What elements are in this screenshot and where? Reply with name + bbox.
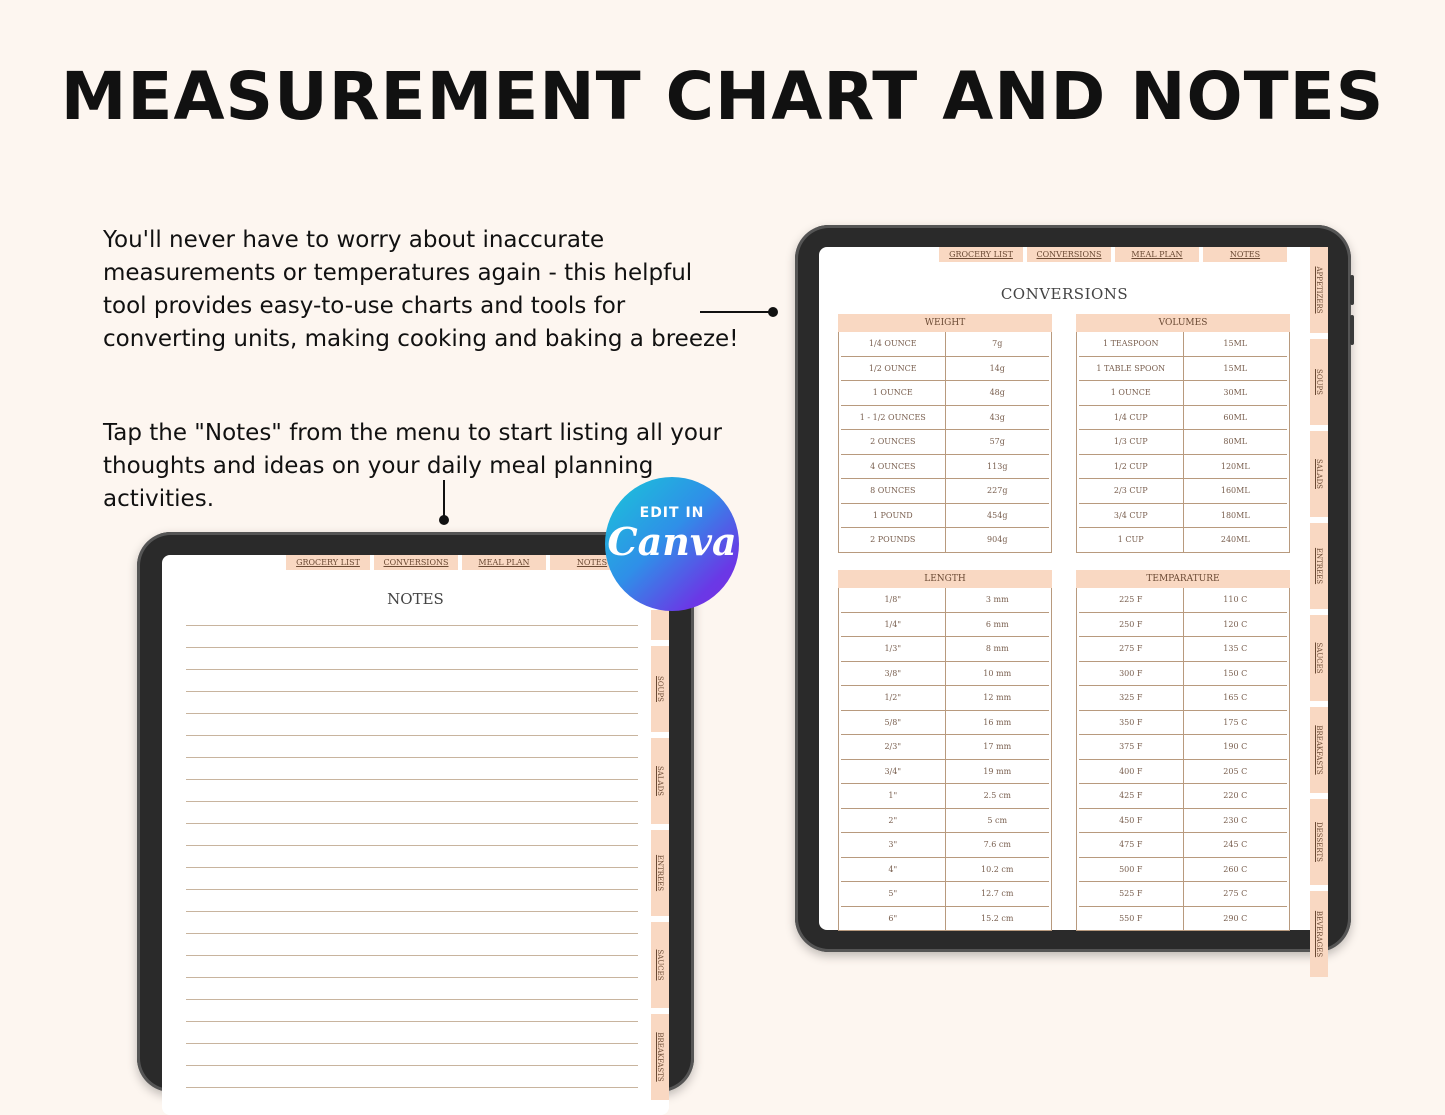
table-row: [1079, 809, 1287, 834]
table-row: [841, 882, 1049, 907]
table-cell: 48g: [945, 381, 1050, 405]
side-tab-sauces[interactable]: SAUCES: [651, 922, 669, 1008]
table-cell: 150 C: [1183, 662, 1288, 686]
table-cell: 190 C: [1183, 735, 1288, 759]
side-tab-soups[interactable]: SOUPS: [651, 646, 669, 732]
table-row: [841, 735, 1049, 760]
table-cell: 1/3": [884, 644, 902, 653]
nav-tab-grocery-list[interactable]: GROCERY LIST: [286, 555, 370, 570]
table-cell: 1/2": [884, 693, 902, 702]
note-line: [186, 625, 638, 626]
callout-line-down: [443, 480, 445, 518]
table-cell: 375 F: [1119, 742, 1143, 751]
table-cell: 1/8": [884, 595, 902, 604]
tablet-screen: [162, 555, 669, 1115]
table-cell: 19 mm: [945, 760, 1050, 784]
table-row: [841, 637, 1049, 662]
temperature-table: [1076, 570, 1290, 931]
note-line: [186, 867, 638, 868]
table-row: [1079, 381, 1287, 406]
table-row: [1079, 662, 1287, 687]
nav-tab-notes[interactable]: NOTES: [1203, 247, 1287, 262]
table-cell: 1 - 1/2 OUNCES: [859, 412, 926, 422]
table-row: [841, 613, 1049, 638]
nav-tab-meal-plan[interactable]: MEAL PLAN: [462, 555, 546, 570]
table-cell: 2/3": [884, 742, 902, 751]
table-row: [841, 479, 1049, 504]
table-row: [1079, 430, 1287, 455]
table-row: [841, 588, 1049, 613]
table-row: [841, 833, 1049, 858]
table-cell: 120ML: [1183, 455, 1288, 479]
side-tab-appetizers[interactable]: [651, 610, 669, 640]
table-cell: 1/4 CUP: [1113, 412, 1148, 422]
table-cell: 2 POUNDS: [870, 535, 916, 544]
table-cell: 30ML: [1183, 381, 1288, 405]
table-cell: 15.2 cm: [945, 907, 1050, 931]
table-row: [1079, 332, 1287, 357]
side-tab-desserts[interactable]: DESSERTS: [1310, 799, 1328, 885]
notes-lines[interactable]: [186, 625, 638, 1109]
table-row: [1079, 637, 1287, 662]
table-row: [1079, 588, 1287, 613]
table-row: [841, 528, 1049, 552]
table-row: [1079, 357, 1287, 382]
table-row: [841, 662, 1049, 687]
note-line: [186, 1087, 638, 1088]
table-cell: 1 TABLE SPOON: [1096, 363, 1166, 373]
table-cell: 160ML: [1183, 479, 1288, 503]
side-tab-entrees[interactable]: ENTREES: [1310, 523, 1328, 609]
table-cell: 275 C: [1183, 882, 1288, 906]
table-row: [841, 381, 1049, 406]
table-cell: 60ML: [1183, 406, 1288, 430]
table-cell: 4 OUNCES: [870, 461, 916, 471]
table-cell: 43g: [945, 406, 1050, 430]
table-header: LENGTH: [838, 570, 1052, 588]
top-nav: [286, 555, 634, 570]
note-line: [186, 977, 638, 978]
table-cell: 110 C: [1183, 588, 1288, 612]
note-line: [186, 889, 638, 890]
table-cell: 175 C: [1183, 711, 1288, 735]
page-title: MEASUREMENT CHART AND NOTES: [60, 58, 1385, 135]
nav-tab-meal-plan[interactable]: MEAL PLAN: [1115, 247, 1199, 262]
note-line: [186, 933, 638, 934]
table-cell: 290 C: [1183, 907, 1288, 931]
table-cell: 113g: [945, 455, 1050, 479]
table-row: [841, 760, 1049, 785]
table-cell: 240ML: [1183, 528, 1288, 552]
top-nav: [939, 247, 1287, 262]
table-cell: 904g: [945, 528, 1050, 552]
table-cell: 10 mm: [945, 662, 1050, 686]
table-cell: 7.6 cm: [945, 833, 1050, 857]
table-row: [841, 357, 1049, 382]
table-cell: 225 F: [1119, 595, 1143, 604]
table-cell: 180ML: [1183, 504, 1288, 528]
table-cell: 1/4 OUNCE: [868, 339, 917, 348]
note-line: [186, 911, 638, 912]
table-cell: 80ML: [1183, 430, 1288, 454]
nav-tab-conversions[interactable]: CONVERSIONS: [1027, 247, 1111, 262]
note-line: [186, 691, 638, 692]
table-cell: 3": [888, 840, 898, 849]
table-cell: 227g: [945, 479, 1050, 503]
table-cell: 135 C: [1183, 637, 1288, 661]
table-cell: 3/4": [884, 766, 902, 776]
badge-line-1: EDIT IN: [639, 505, 705, 521]
table-row: [1079, 882, 1287, 907]
table-cell: 1 CUP: [1117, 535, 1144, 544]
tablet-screen: [819, 247, 1328, 958]
callout-dot-down: [439, 515, 449, 525]
tablet-side-button: [1350, 275, 1354, 305]
table-cell: 1/4": [884, 619, 902, 629]
side-tab-sauces[interactable]: SAUCES: [1310, 615, 1328, 701]
table-cell: 400 F: [1119, 766, 1143, 776]
table-cell: 1/2 CUP: [1113, 461, 1148, 471]
table-cell: 1/2 OUNCE: [868, 363, 917, 373]
note-line: [186, 735, 638, 736]
table-cell: 325 F: [1119, 693, 1143, 702]
table-row: [1079, 760, 1287, 785]
table-row: [1079, 858, 1287, 883]
table-cell: 275 F: [1119, 644, 1143, 653]
table-cell: 1 TEASPOON: [1102, 339, 1159, 348]
edit-in-canva-badge[interactable]: [605, 477, 739, 611]
table-row: [841, 686, 1049, 711]
table-row: [841, 784, 1049, 809]
table-cell: 10.2 cm: [945, 858, 1050, 882]
table-row: [1079, 455, 1287, 480]
table-cell: 450 F: [1119, 815, 1143, 825]
table-cell: 3/8": [884, 668, 902, 678]
note-line: [186, 1065, 638, 1066]
note-line: [186, 1043, 638, 1044]
tablet-conversions: [795, 225, 1351, 958]
table-cell: 57g: [945, 430, 1050, 454]
note-line: [186, 845, 638, 846]
table-cell: 165 C: [1183, 686, 1288, 710]
table-cell: 16 mm: [945, 711, 1050, 735]
table-cell: 3 mm: [945, 588, 1050, 612]
note-line: [186, 757, 638, 758]
side-tab-entrees[interactable]: ENTREES: [651, 830, 669, 916]
table-cell: 205 C: [1183, 760, 1288, 784]
table-row: [1079, 735, 1287, 760]
table-cell: 454g: [945, 504, 1050, 528]
tablet-side-button: [1350, 315, 1354, 345]
table-cell: 425 F: [1119, 791, 1143, 800]
weight-table: [838, 314, 1052, 553]
table-row: [1079, 686, 1287, 711]
table-cell: 4": [888, 864, 898, 874]
table-header: WEIGHT: [838, 314, 1052, 332]
table-cell: 260 C: [1183, 858, 1288, 882]
side-tabs: [651, 610, 669, 1100]
table-cell: 1 OUNCE: [1110, 388, 1151, 397]
table-cell: 5 cm: [945, 809, 1050, 833]
table-row: [1079, 711, 1287, 736]
table-cell: 8 mm: [945, 637, 1050, 661]
table-header: VOLUMES: [1076, 314, 1290, 332]
note-line: [186, 955, 638, 956]
table-cell: 300 F: [1119, 668, 1143, 678]
table-cell: 2.5 cm: [945, 784, 1050, 808]
table-row: [1079, 528, 1287, 552]
table-cell: 12 mm: [945, 686, 1050, 710]
table-row: [841, 858, 1049, 883]
table-cell: 500 F: [1119, 864, 1143, 874]
note-line: [186, 669, 638, 670]
table-header: TEMPARATURE: [1076, 570, 1290, 588]
table-row: [1079, 613, 1287, 638]
table-cell: 350 F: [1119, 717, 1143, 727]
table-cell: 120 C: [1183, 613, 1288, 637]
volumes-table: [1076, 314, 1290, 553]
note-line: [186, 999, 638, 1000]
table-row: [841, 907, 1049, 931]
table-cell: 6 mm: [945, 613, 1050, 637]
table-row: [841, 711, 1049, 736]
table-row: [841, 332, 1049, 357]
table-cell: 230 C: [1183, 809, 1288, 833]
table-row: [841, 430, 1049, 455]
table-cell: 6": [888, 913, 898, 923]
callout-line-right: [700, 311, 772, 313]
table-row: [841, 809, 1049, 834]
side-tab-appetizers[interactable]: APPETIZERS: [1310, 247, 1328, 333]
table-cell: 5": [888, 889, 898, 898]
table-cell: 7g: [945, 332, 1050, 356]
table-cell: 550 F: [1119, 913, 1143, 923]
table-cell: 8 OUNCES: [870, 486, 916, 495]
table-cell: 5/8": [884, 717, 902, 727]
nav-tab-conversions[interactable]: CONVERSIONS: [374, 555, 458, 570]
conversions-title: CONVERSIONS: [1000, 285, 1129, 303]
callout-dot-right: [768, 307, 778, 317]
note-line: [186, 647, 638, 648]
table-cell: 250 F: [1119, 619, 1143, 629]
side-tab-breakfasts[interactable]: BREAKFASTS: [651, 1014, 669, 1100]
table-cell: 1 OUNCE: [872, 388, 913, 397]
note-line: [186, 801, 638, 802]
table-cell: 1 POUND: [872, 510, 913, 520]
table-cell: 17 mm: [945, 735, 1050, 759]
side-tab-soups[interactable]: SOUPS: [1310, 339, 1328, 425]
note-line: [186, 713, 638, 714]
table-cell: 245 C: [1183, 833, 1288, 857]
table-cell: 475 F: [1119, 840, 1143, 849]
side-tab-salads[interactable]: SALADS: [1310, 431, 1328, 517]
intro-paragraph: You'll never have to worry about inaccurate measurements or temperatures again - this helpful tool provides easy-to-use charts and tools for converting units, making cooking and baking a breeze!: [103, 227, 739, 352]
notes-paragraph: Tap the "Notes" from the menu to start listing all your thoughts and ideas on your daily meal planning activities.: [103, 420, 722, 512]
side-tab-salads[interactable]: SALADS: [651, 738, 669, 824]
table-row: [1079, 406, 1287, 431]
side-tab-beverages[interactable]: BEVERAGES: [1310, 891, 1328, 977]
table-cell: 3/4 CUP: [1113, 510, 1148, 520]
table-row: [841, 455, 1049, 480]
length-table: [838, 570, 1052, 931]
table-row: [1079, 479, 1287, 504]
side-tab-breakfasts[interactable]: BREAKFASTS: [1310, 707, 1328, 793]
table-row: [841, 504, 1049, 529]
table-cell: 15ML: [1183, 357, 1288, 381]
table-cell: 525 F: [1119, 889, 1143, 898]
nav-tab-grocery-list[interactable]: GROCERY LIST: [939, 247, 1023, 262]
notes-title: NOTES: [387, 590, 444, 608]
table-cell: 1/3 CUP: [1113, 437, 1148, 446]
table-cell: 220 C: [1183, 784, 1288, 808]
note-line: [186, 823, 638, 824]
table-cell: 1": [888, 791, 898, 800]
table-row: [1079, 784, 1287, 809]
table-cell: 2 OUNCES: [870, 437, 916, 446]
table-cell: 14g: [945, 357, 1050, 381]
side-tabs: [1310, 247, 1328, 977]
table-row: [1079, 907, 1287, 931]
table-row: [1079, 833, 1287, 858]
canva-logo: Canva: [607, 519, 737, 564]
table-cell: 15ML: [1183, 332, 1288, 356]
nav-tab-notes[interactable]: NOTES: [550, 555, 634, 570]
note-line: [186, 779, 638, 780]
note-line: [186, 1021, 638, 1022]
table-cell: 2": [888, 815, 898, 825]
tablet-notes: [137, 532, 694, 1092]
table-cell: 12.7 cm: [945, 882, 1050, 906]
table-cell: 2/3 CUP: [1113, 486, 1148, 495]
table-row: [1079, 504, 1287, 529]
table-row: [841, 406, 1049, 431]
